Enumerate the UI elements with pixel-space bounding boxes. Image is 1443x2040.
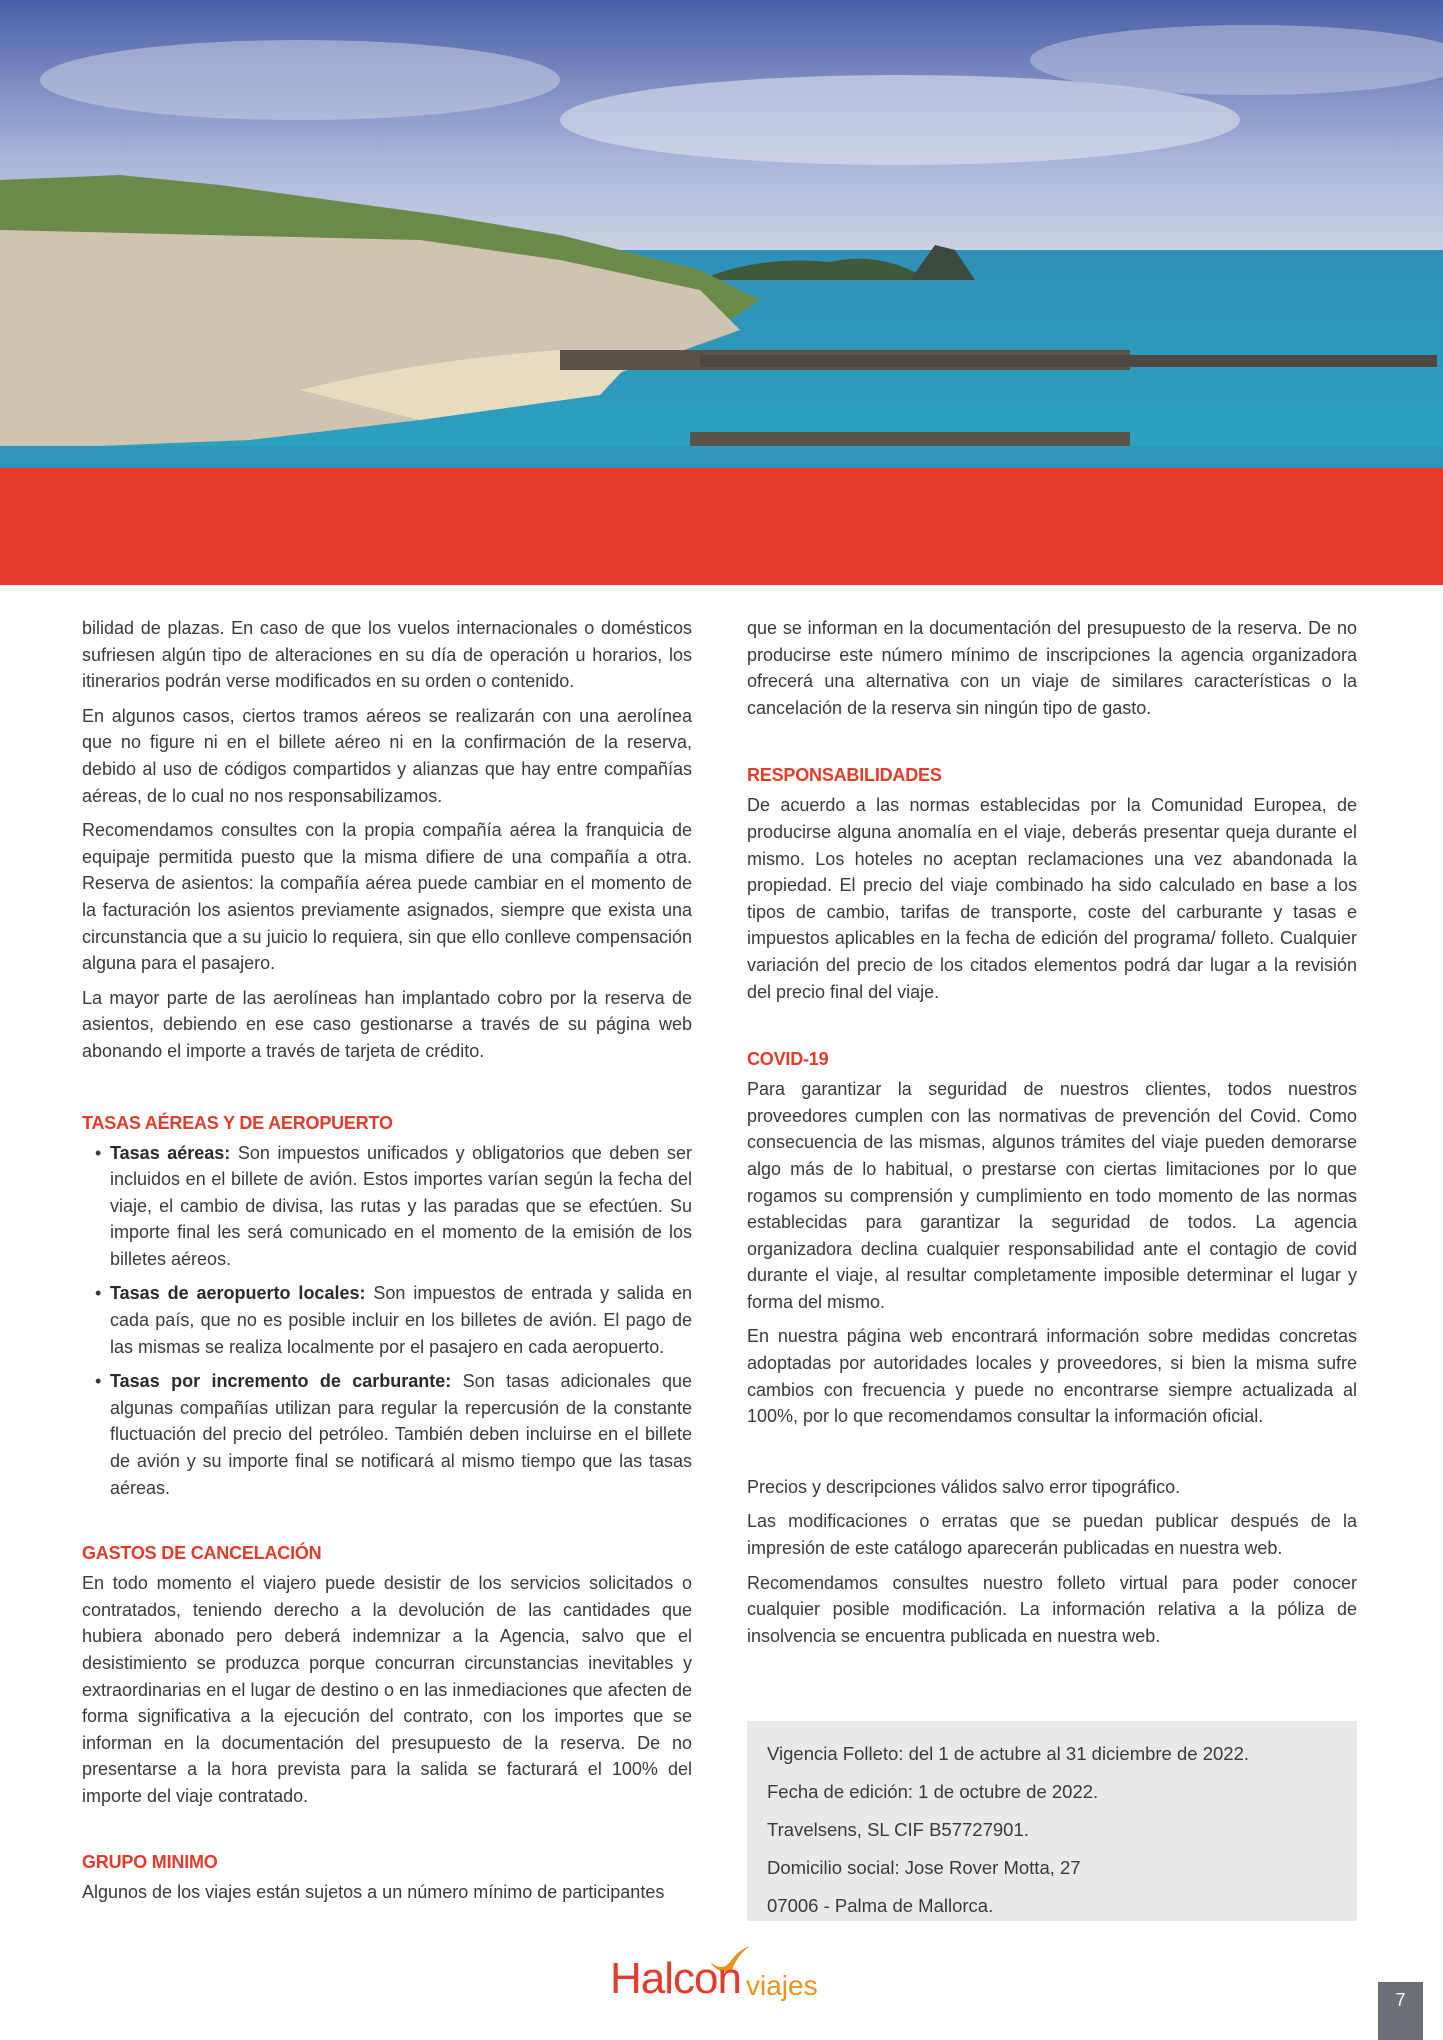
list-item: [82, 1140, 692, 1273]
info-edition-date: Fecha de edición: 1 de octubre de 2022.: [767, 1781, 1099, 1802]
list-item: [82, 1368, 692, 1501]
left-column: [82, 615, 692, 1913]
info-validity: Vigencia Folleto: del 1 de actubre al 31 diciembre de 2022.: [767, 1743, 1250, 1764]
section-heading-grupo: GRUPO MINIMO: [82, 1851, 218, 1872]
paragraph: Recomendamos consultes con la propia compañía aérea la franquicia de equipaje permitida puesto que la misma difiere de una compañía a otra. Reserva de asientos: la compañía aérea puede cambiar en el momento de la facturación los asientos previamente asignados, siempre que exista una circunstancia que a su juicio lo requiera, sin que ello conlleve compensación alguna para el pasajero.: [82, 820, 692, 974]
paragraph: bilidad de plazas. En caso de que los vuelos internacionales o domésticos sufriesen algún tipo de alteraciones en su día de operación u horarios, los itinerarios podrán verse modificados en su orden o contenido.: [82, 618, 692, 692]
paragraph: Para garantizar la seguridad de nuestros clientes, todos nuestros proveedores cumplen con las normativas de prevención del Covid. Como consecuencia de las mismas, algunos trámites del viaje pueden demorarse algo más de lo habitual, o prestarse con ciertas limitaciones por lo que rogamos su comprensión y cumplimiento en todo momento de las normas establecidas para garantizar la seguridad de todos. La agencia organizadora declina cualquier responsabilidad ante el contagio de covid durante el viaje, al resultar completamente imposible determinar el lugar y forma del mismo.: [747, 1079, 1357, 1312]
paragraph: De acuerdo a las normas establecidas por la Comunidad Europea, de producirse alguna anomalía en el viaje, deberás presentar queja durante el mismo. Los hoteles no aceptan reclamaciones una vez abandonada la propiedad. El precio del viaje combinado ha sido calculado en base a los tipos de cambio, tarifas de transporte, coste del carburante y tasas e impuestos aplicables en la fecha de edición del programa/ folleto. Cualquier variación del precio de los citados elementos podrá dar lugar a la revisión del precio final del viaje.: [747, 795, 1357, 1002]
brochure-info-box: [747, 1721, 1357, 1921]
section-heading-covid: COVID-19: [747, 1049, 829, 1070]
list-item-term: Tasas por incremento de carburante:: [110, 1371, 452, 1392]
hero-image: [0, 0, 1443, 468]
list-item-text: Son tasas adicionales que algunas compañías utilizan para regular la repercusión de la constante fluctuación del precio del petróleo. También deben incluirse en el billete de avión y su importe final se notificará al mismo tiempo que las tasas aéreas.: [110, 1371, 692, 1498]
section-heading-responsabilidades: RESPONSABILIDADES: [747, 765, 942, 786]
list-item-term: Tasas de aeropuerto locales:: [110, 1283, 366, 1304]
paragraph: En algunos casos, ciertos tramos aéreos se realizarán con una aerolínea que no figure ni en el billete aéreo ni en la confirmación de la reserva, debido al uso de códigos compartidos y alianzas que hay entre compañías aéreas, de lo cual no nos responsabilizamos.: [82, 705, 692, 806]
paragraph: En todo momento el viajero puede desistir de los servicios solicitados o contratados, teniendo derecho a la devolución de las cantidades que hubiera abonado pero deberá indemnizar a la Agencia, salvo que el desistimiento se produzca porque concurran circunstancias inevitables y extraordinarias en el lugar de destino o en las inmediaciones que afecten de forma significativa a la ejecución del contrato, con los importes que se informan en la documentación del presupuesto de la reserva. De no presentarse a la hora prevista para la salida se facturará el 100% del importe del viaje contratado.: [82, 1573, 692, 1806]
note: Recomendamos consultes nuestro folleto virtual para poder conocer cualquier posible modificación. La información relativa a la póliza de insolvencia se encuentra publicada en nuestra web.: [747, 1572, 1357, 1646]
info-city: 07006 - Palma de Mallorca.: [767, 1895, 994, 1916]
info-company: Travelsens, SL CIF B57727901.: [767, 1819, 1029, 1840]
section-heading-gastos: GASTOS DE CANCELACIÓN: [82, 1543, 322, 1564]
right-column: [747, 615, 1357, 1657]
note: Las modificaciones o erratas que se puedan publicar después de la impresión de este catálogo aparecerán publicadas en nuestra web.: [747, 1511, 1357, 1559]
paragraph: En nuestra página web encontrará información sobre medidas concretas adoptadas por autoridades locales y proveedores, si bien la misma sufre cambios con frecuencia y puede no encontrarse siempre actualizada al 100%, por lo que recomendamos consultar la información oficial.: [747, 1326, 1357, 1427]
page-number: 7: [1378, 1982, 1423, 2040]
section-heading-tasas: TASAS AÉREAS Y DE AEROPUERTO: [82, 1112, 393, 1133]
info-address: Domicilio social: Jose Rover Motta, 27: [767, 1857, 1081, 1878]
logo-main-text: Halcon: [610, 1954, 741, 2003]
list-item: [82, 1280, 692, 1360]
tasas-list: [82, 1140, 692, 1502]
accent-band: [0, 468, 1443, 585]
paragraph: La mayor parte de las aerolíneas han implantado cobro por la reserva de asientos, debiendo en ese caso gestionarse a través de su página web abonando el importe a través de tarjeta de crédito.: [82, 987, 692, 1061]
paragraph: que se informan en la documentación del presupuesto de la reserva. De no producirse este número mínimo de inscripciones la agencia organizadora ofrecerá una alternativa con un viaje de similares características o la cancelación de la reserva sin ningún tipo de gasto.: [747, 618, 1357, 718]
list-item-text: Son impuestos unificados y obligatorios que deben ser incluidos en el billete de avión. Estos importes varían según la fecha del viaje, el cambio de divisa, las rutas y las paradas que se efectúen. Su importe final les será comunicado en el momento de la emisión de los billetes aéreos.: [110, 1142, 692, 1269]
logo-sub-text: viajes: [746, 1970, 818, 2001]
halcon-viajes-logo: [610, 1940, 840, 2010]
list-item-term: Tasas aéreas:: [110, 1142, 231, 1163]
paragraph: Algunos de los viajes están sujetos a un número mínimo de participantes: [82, 1881, 665, 1902]
note: Precios y descripciones válidos salvo error tipográfico.: [747, 1476, 1181, 1497]
list-item-text: Son impuestos de entrada y salida en cada país, que no es posible incluir en los billetes de avión. El pago de las mismas se realiza localmente por el pasajero en cada aeropuerto.: [110, 1283, 692, 1357]
